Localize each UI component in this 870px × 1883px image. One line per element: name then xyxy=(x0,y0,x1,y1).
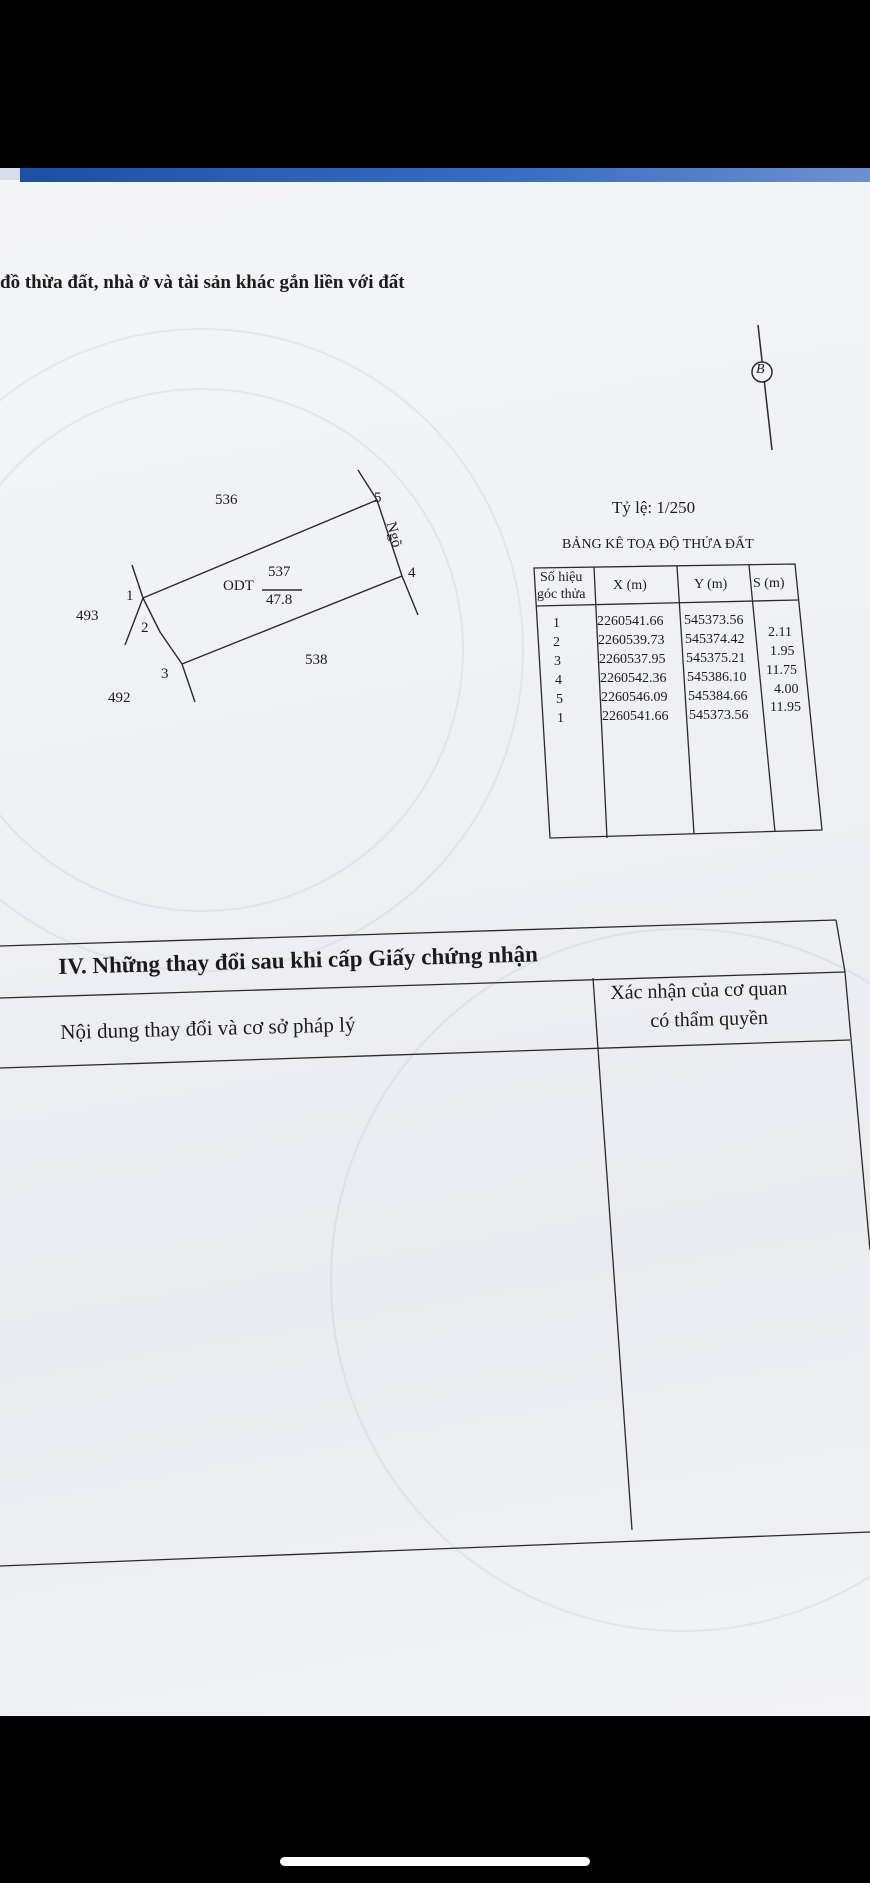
boundary-3-4 xyxy=(182,576,402,664)
home-indicator[interactable] xyxy=(280,1857,590,1866)
neighbor-parcel-label: 538 xyxy=(305,652,328,668)
row-id: 4 xyxy=(555,673,562,688)
row-x: 2260541.66 xyxy=(602,709,669,724)
page-title: đồ thừa đất, nhà ở và tài sản khác gắn liền với đất xyxy=(0,272,405,293)
row-y: 545386.10 xyxy=(687,670,747,685)
row-id: 5 xyxy=(556,692,563,707)
parcel-type-label: ODT xyxy=(223,578,254,594)
row-y: 545384.66 xyxy=(688,689,748,704)
row-x: 2260542.36 xyxy=(600,671,667,686)
neighbor-parcel-label: 536 xyxy=(215,492,238,508)
column-header-confirm-line2: có thẩm quyền xyxy=(650,1006,769,1032)
map-scale: Tỷ lệ: 1/250 xyxy=(612,498,696,517)
row-id: 2 xyxy=(553,635,560,650)
header-s: S (m) xyxy=(753,576,785,591)
header-vertex-line2: góc thửa xyxy=(537,587,586,602)
distance-value: 2.11 xyxy=(768,625,792,640)
row-x: 2260537.95 xyxy=(599,652,666,667)
row-y: 545373.56 xyxy=(689,708,749,723)
distance-value: 11.75 xyxy=(766,663,797,678)
vertex-label: 4 xyxy=(408,565,416,581)
boundary-1-2-3 xyxy=(143,598,182,664)
distance-value: 11.95 xyxy=(770,700,801,715)
vertex-label: 2 xyxy=(141,620,149,636)
row-id: 1 xyxy=(553,616,560,631)
row-id: 1 xyxy=(557,711,564,726)
header-x: X (m) xyxy=(613,578,647,593)
row-x: 2260541.66 xyxy=(597,614,664,629)
section-title: IV. Những thay đổi sau khi cấp Giấy chứng nhận xyxy=(58,941,539,979)
vertex-label: 5 xyxy=(374,490,382,506)
road-label: Ngõ xyxy=(382,520,405,550)
row-y: 545374.42 xyxy=(685,632,745,647)
row-x: 2260539.73 xyxy=(598,633,665,648)
column-header-confirm: Xác nhận của cơ quan xyxy=(610,977,788,1004)
distance-value: 1.95 xyxy=(770,644,795,659)
parcel-area-label: 47.8 xyxy=(266,592,293,608)
parcel-number-label: 537 xyxy=(268,564,291,580)
coordinates-table-title: BẢNG KÊ TOẠ ĐỘ THỬA ĐẤT xyxy=(562,537,754,552)
north-arrow-icon: B xyxy=(756,362,765,377)
vertex-label: 1 xyxy=(126,588,134,604)
header-vertex-line1: Số hiệu xyxy=(540,570,583,585)
row-x: 2260546.09 xyxy=(601,690,668,705)
neighbor-parcel-label: 492 xyxy=(108,690,131,706)
boundary-1-5 xyxy=(143,500,377,598)
row-y: 545375.21 xyxy=(686,651,746,666)
vertex-label: 3 xyxy=(161,666,169,682)
column-header-content: Nội dung thay đổi và cơ sở pháp lý xyxy=(60,1012,356,1044)
neighbor-parcel-label: 493 xyxy=(76,608,99,624)
header-y: Y (m) xyxy=(694,577,728,592)
distance-value: 4.00 xyxy=(774,682,799,697)
row-y: 545373.56 xyxy=(684,613,744,628)
row-id: 3 xyxy=(554,654,561,669)
